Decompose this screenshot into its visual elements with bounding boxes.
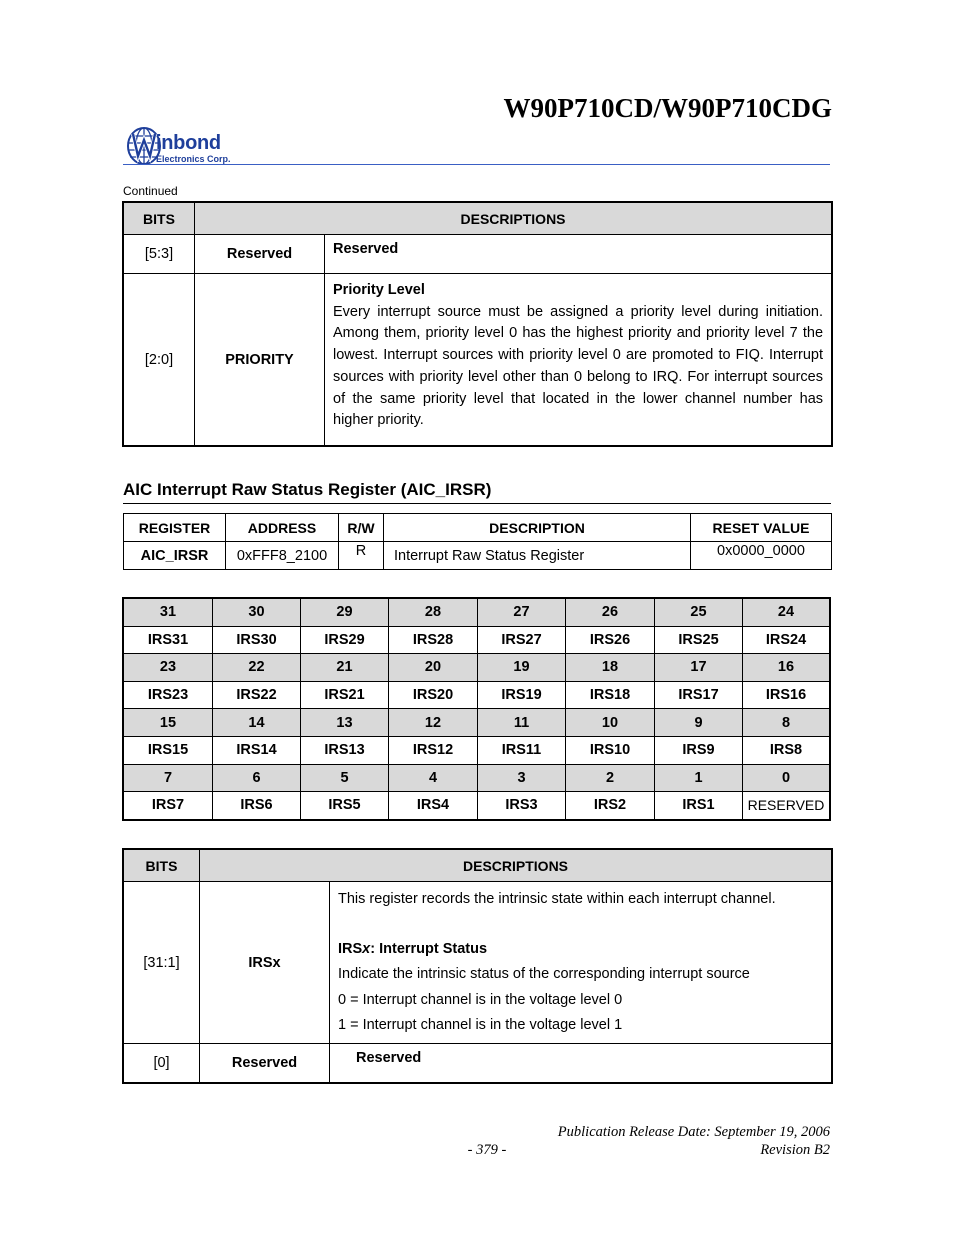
bit-number: 16	[743, 654, 830, 682]
bit-name: IRS7	[124, 792, 213, 820]
bits-cell: [31:1]	[124, 882, 200, 1044]
bit-name: IRS21	[301, 681, 389, 709]
bit-number: 30	[213, 599, 301, 627]
bit-number: 31	[124, 599, 213, 627]
bit-number: 22	[213, 654, 301, 682]
bit-number-row	[124, 709, 830, 737]
bit-number: 8	[743, 709, 830, 737]
bit-name: IRS22	[213, 681, 301, 709]
bit-name: IRS28	[389, 626, 478, 654]
revision: Revision B2	[760, 1142, 830, 1158]
description-line: 1 = Interrupt channel is in the voltage level 1	[338, 1017, 623, 1033]
description-title: Priority Level	[333, 282, 425, 298]
bits-cell: [5:3]	[124, 235, 195, 274]
description-cell	[325, 274, 832, 446]
bit-name: IRS6	[213, 792, 301, 820]
bit-name: IRS29	[301, 626, 389, 654]
register-header: REGISTER	[124, 514, 226, 542]
bit-number: 4	[389, 764, 478, 792]
bit-number: 15	[124, 709, 213, 737]
bit-number: 10	[566, 709, 655, 737]
bit-name: IRS19	[478, 681, 566, 709]
bit-name: IRS5	[301, 792, 389, 820]
register-name: AIC_IRSR	[124, 542, 226, 570]
field-name-cell: IRSx	[200, 882, 330, 1044]
bit-name-row	[124, 681, 830, 709]
bit-number-row	[124, 764, 830, 792]
bit-name: IRS25	[655, 626, 743, 654]
description-cell	[330, 882, 832, 1044]
bit-number: 9	[655, 709, 743, 737]
register-description: Interrupt Raw Status Register	[384, 542, 691, 570]
bit-number: 20	[389, 654, 478, 682]
bit-name: IRS14	[213, 736, 301, 764]
descriptions-header: DESCRIPTIONS	[200, 850, 832, 882]
description-header: DESCRIPTION	[384, 514, 691, 542]
logo-wordmark: inbond	[156, 132, 221, 154]
bit-name: IRS27	[478, 626, 566, 654]
bit-number: 0	[743, 764, 830, 792]
bit-number: 29	[301, 599, 389, 627]
field-name-cell: PRIORITY	[195, 274, 325, 446]
field-name-cell: Reserved	[195, 235, 325, 274]
bit-number: 23	[124, 654, 213, 682]
register-reset-value: 0x0000_0000	[691, 542, 832, 570]
bit-number: 25	[655, 599, 743, 627]
bit-name: IRS18	[566, 681, 655, 709]
bits-cell: [0]	[124, 1044, 200, 1083]
bit-name: IRS16	[743, 681, 830, 709]
bit-name: IRS11	[478, 736, 566, 764]
bit-name: RESERVED	[743, 792, 830, 820]
description-intro: This register records the intrinsic state within each interrupt channel.	[338, 891, 776, 907]
bit-name: IRS24	[743, 626, 830, 654]
bit-number: 13	[301, 709, 389, 737]
bit-number: 17	[655, 654, 743, 682]
bit-name: IRS17	[655, 681, 743, 709]
bit-number: 11	[478, 709, 566, 737]
description-title: Reserved	[325, 235, 832, 274]
title-suffix: : Interrupt Status	[370, 940, 488, 957]
field-name-cell: Reserved	[200, 1044, 330, 1083]
bit-number: 27	[478, 599, 566, 627]
register-access: R	[339, 542, 384, 570]
bit-number: 24	[743, 599, 830, 627]
bits-header: BITS	[124, 850, 200, 882]
bit-number: 6	[213, 764, 301, 792]
bit-name: IRS8	[743, 736, 830, 764]
winbond-logo	[127, 126, 257, 168]
bit-number: 5	[301, 764, 389, 792]
bit-number: 26	[566, 599, 655, 627]
section-title: AIC Interrupt Raw Status Register (AIC_IRSR)	[123, 480, 492, 499]
document-title: W90P710CD/W90P710CDG	[503, 93, 832, 123]
bit-name: IRS3	[478, 792, 566, 820]
reset-value-header: RESET VALUE	[691, 514, 832, 542]
bit-name: IRS20	[389, 681, 478, 709]
bit-map-table	[123, 598, 830, 820]
header-rule	[123, 164, 830, 165]
bit-number-row	[124, 599, 830, 627]
publication-date: Publication Release Date: September 19, 2006	[557, 1124, 830, 1140]
description-cell: Reserved	[330, 1044, 832, 1083]
register-table	[123, 513, 832, 570]
bit-name-row	[124, 736, 830, 764]
bit-number: 7	[124, 764, 213, 792]
descriptions-header: DESCRIPTIONS	[195, 203, 832, 235]
bit-name: IRS12	[389, 736, 478, 764]
title-italic: x	[362, 940, 371, 957]
bit-number: 1	[655, 764, 743, 792]
bit-name: IRS4	[389, 792, 478, 820]
bits-cell: [2:0]	[124, 274, 195, 446]
bits-header: BITS	[124, 203, 195, 235]
bit-number: 19	[478, 654, 566, 682]
bit-number: 18	[566, 654, 655, 682]
bit-name-row	[124, 792, 830, 820]
rw-header: R/W	[339, 514, 384, 542]
bit-name: IRS26	[566, 626, 655, 654]
bit-number: 14	[213, 709, 301, 737]
title-prefix: IRS	[338, 940, 363, 957]
bit-name: IRS30	[213, 626, 301, 654]
bit-name: IRS15	[124, 736, 213, 764]
bit-number-row	[124, 654, 830, 682]
bit-number: 3	[478, 764, 566, 792]
bit-description-table-1	[123, 202, 832, 446]
description-line: Indicate the intrinsic status of the corresponding interrupt source	[338, 966, 750, 982]
bit-name: IRS13	[301, 736, 389, 764]
bit-name: IRS31	[124, 626, 213, 654]
page-number: - 379 -	[467, 1142, 507, 1158]
description-text: Every interrupt source must be assigned a priority level during initiation. Among them, priority level 0 has the highest priority and priority level 7 the lowest. Interrupt sources with priority level 0 are promoted to FIQ. Interrupt sources with priority level other than 0 belong to IRQ. For interrupt sources of the same priority level that located in the lower channel number has higher priority.	[333, 303, 824, 429]
description-title	[338, 937, 823, 963]
bit-name: IRS10	[566, 736, 655, 764]
bit-name: IRS1	[655, 792, 743, 820]
description-line: 0 = Interrupt channel is in the voltage level 0	[338, 991, 623, 1008]
bit-name: IRS9	[655, 736, 743, 764]
bit-name: IRS2	[566, 792, 655, 820]
bit-number: 2	[566, 764, 655, 792]
bit-name-row	[124, 626, 830, 654]
continued-label: Continued	[123, 184, 178, 198]
address-header: ADDRESS	[226, 514, 339, 542]
bit-number: 12	[389, 709, 478, 737]
register-address: 0xFFF8_2100	[226, 542, 339, 570]
bit-name: IRS23	[124, 681, 213, 709]
bit-description-table-2	[123, 849, 832, 1083]
section-rule	[123, 503, 831, 504]
logo-subtitle: Electronics Corp.	[156, 154, 231, 164]
bit-number: 28	[389, 599, 478, 627]
bit-number: 21	[301, 654, 389, 682]
